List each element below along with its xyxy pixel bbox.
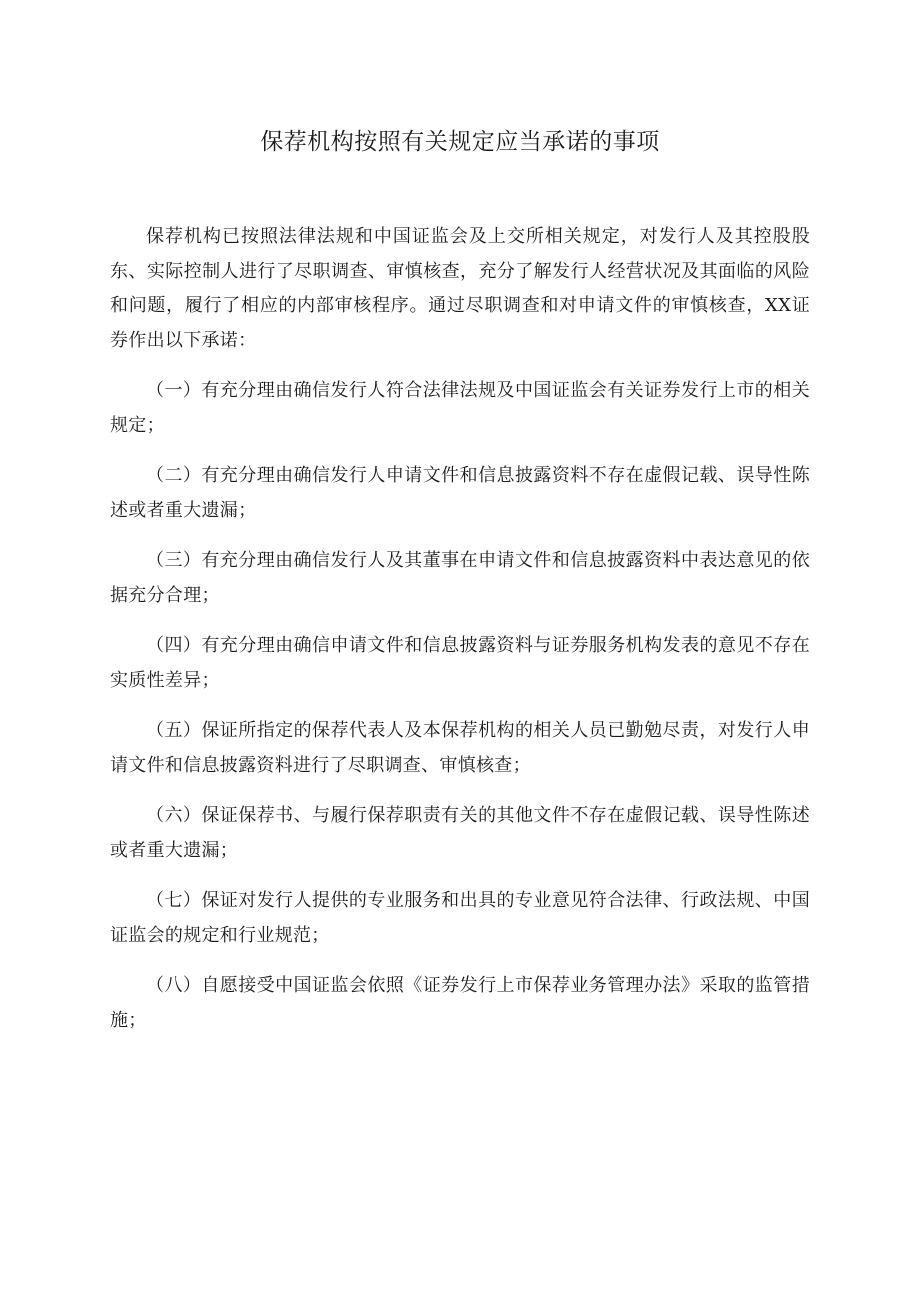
commitment-item-4: （四）有充分理由确信申请文件和信息披露资料与证券服务机构发表的意见不存在实质性差异；	[110, 635, 810, 691]
document-title: 保荐机构按照有关规定应当承诺的事项	[260, 129, 660, 155]
commitment-item-1: （一）有充分理由确信发行人符合法律法规及中国证监会有关证券发行上市的相关规定；	[110, 380, 810, 436]
commitment-item-3: （三）有充分理由确信发行人及其董事在申请文件和信息披露资料中表达意见的依据充分合理；	[110, 550, 810, 606]
commitment-item-5: （五）保证所指定的保荐代表人及本保荐机构的相关人员已勤勉尽责，对发行人申请文件和信息披露资料进行了尽职调查、审慎核查；	[110, 720, 810, 776]
commitment-item-6: （六）保证保荐书、与履行保荐职责有关的其他文件不存在虚假记载、误导性陈述或者重大遗漏；	[110, 805, 810, 861]
commitment-item-8: （八）自愿接受中国证监会依照《证券发行上市保荐业务管理办法》采取的监管措施；	[110, 975, 810, 1031]
document-body	[110, 220, 810, 1054]
intro-paragraph: 保荐机构已按照法律法规和中国证监会及上交所相关规定，对发行人及其控股股东、实际控制人进行了尽职调查、审慎核查，充分了解发行人经营状况及其面临的风险和问题，履行了相应的内部审核程序。通过尽职调查和对申请文件的审慎核查，XX证券作出以下承诺：	[110, 226, 810, 351]
commitment-item-2: （二）有充分理由确信发行人申请文件和信息披露资料不存在虚假记载、误导性陈述或者重大遗漏；	[110, 465, 810, 521]
commitment-item-7: （七）保证对发行人提供的专业服务和出具的专业意见符合法律、行政法规、中国证监会的规定和行业规范；	[110, 890, 810, 946]
